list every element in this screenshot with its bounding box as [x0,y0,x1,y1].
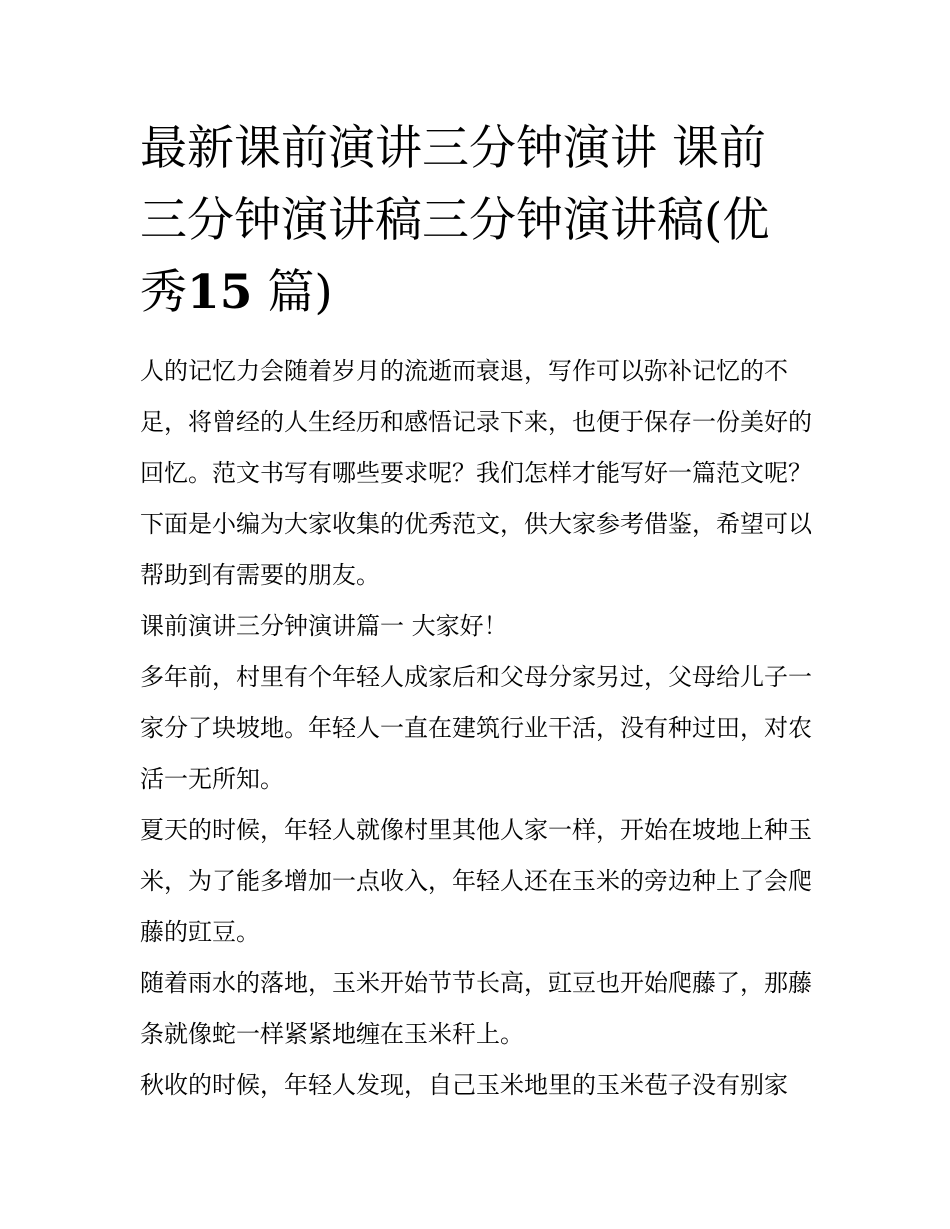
paragraph-story-4: 秋收的时候，年轻人发现，自己玉米地里的玉米苞子没有别家 [140,1071,788,1099]
paragraph-story-3: 随着雨水的落地，玉米开始节节长高，豇豆也开始爬藤了，那藤条就像蛇一样紧紧地缠在玉米秆上。 [140,969,812,1048]
title-text-part2: 篇) [267,265,333,320]
title-text-part1: 最新课前演讲三分钟演讲 课前三分钟演讲稿三分钟演讲稿(优秀 [140,121,770,320]
paragraph-story-2: 夏天的时候，年轻人就像村里其他人家一样，开始在坡地上种玉米，为了能多增加一点收入，年轻人还在玉米的旁边种上了会爬藤的豇豆。 [140,816,812,946]
document-title [140,113,812,329]
paragraph-intro: 人的记忆力会随着岁月的流逝而衰退，写作可以弥补记忆的不足，将曾经的人生经历和感悟记录下来，也便于保存一份美好的回忆。范文书写有哪些要求呢？我们怎样才能写好一篇范文呢？下面是小编为大家收集的优秀范文，供大家参考借鉴，希望可以帮助到有需要的朋友。 [140,357,812,589]
paragraph-section-heading: 课前演讲三分钟演讲篇一 大家好！ [140,612,508,640]
paragraph-story-1: 多年前，村里有个年轻人成家后和父母分家另过，父母给儿子一家分了块坡地。年轻人一直在建筑行业干活，没有种过田，对农活一无所知。 [140,663,812,793]
title-number: 15 [187,265,253,320]
document-content [140,113,812,1111]
document-body [140,346,812,1111]
